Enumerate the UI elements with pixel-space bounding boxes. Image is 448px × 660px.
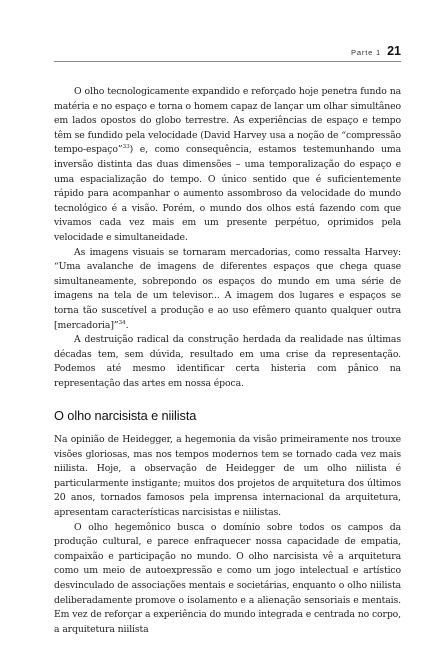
part-label: Parte 1 — [351, 48, 382, 57]
paragraph: A destruição radical da construção herdada da realidade nas últimas décadas tem, sem dúvida, resultado em uma crise da representação. Podemos até mesmo identificar certa histeria com pânico na representação das artes em nossa época. — [54, 334, 401, 389]
footnote-ref: 34 — [118, 319, 126, 326]
section-title: O olho narcisista e niilista — [54, 408, 197, 424]
paragraph: As imagens visuais se tornaram mercadorias, como ressalta Harvey: “Uma avalanche de imagens de diferentes espaços que chega quase simultaneamente, sobrepondo os espaços do mundo em uma série de imagens na tela de um televisor... A imagem dos lugares e espaços se torna tão suscetível a produção e ao uso efêmero quanto qualquer outra [mercadoria]”$^{34}$. — [54, 246, 401, 331]
header-rule — [54, 61, 401, 62]
body-text — [54, 85, 401, 637]
running-header — [351, 44, 401, 58]
paragraph: Na opinião de Heidegger, a hegemonia da visão primeiramente nos trouxe visões gloriosas, mas nos tempos modernos tem se tornado cada vez mais niilista. Hoje, a observação de Heidegger de um olho niilista é particularmente instigante; muitos dos projetos de arquitetura dos últimos 20 anos, tornados famosos pela imprensa internacional da arquitetura, apresentam características narcisistas e niilistas. — [54, 434, 401, 519]
page-number: 21 — [387, 44, 401, 58]
paragraph: O olho hegemônico busca o domínio sobre todos os campos da produção cultural, e parece enfraquecer nossa capacidade de empatia, compaixão e participação no mundo. O olho narcisista vê a arquitetura como um meio de autoexpressão e como um jogo intelectual e artístico desvinculado de associações mentais e societárias, enquanto o olho niilista deliberadamente promove o isolamento e a alienação sensoriais e mentais. Em vez de reforçar a experiência do mundo integrada e centrada no corpo, a arquitetura niilista — [54, 521, 401, 635]
paragraph: O olho tecnologicamente expandido e reforçado hoje penetra fundo na matéria e no espaço e torna o homem capaz de lançar um olhar simultâneo em lados opostos do globo terrestre. As experiências de espaço e tempo têm se fundido pela velocidade (David Harvey usa a noção de “compressão tempo-espaço”$^{33}$) e, como consequência, estamos testemunhando uma inversão distinta das duas dimensões – uma temporalização do espaço e uma espacialização do tempo. O único sentido que é suficientemente rápido para acompanhar o aumento assombroso da velocidade do mundo tecnológico é a visão. Porém, o mundo dos olhos está fazendo com que vivamos cada vez mais em um presente perpétuo, oprimidos pela velocidade e simultaneidade. — [54, 86, 401, 243]
footnote-ref: 33 — [122, 144, 130, 151]
